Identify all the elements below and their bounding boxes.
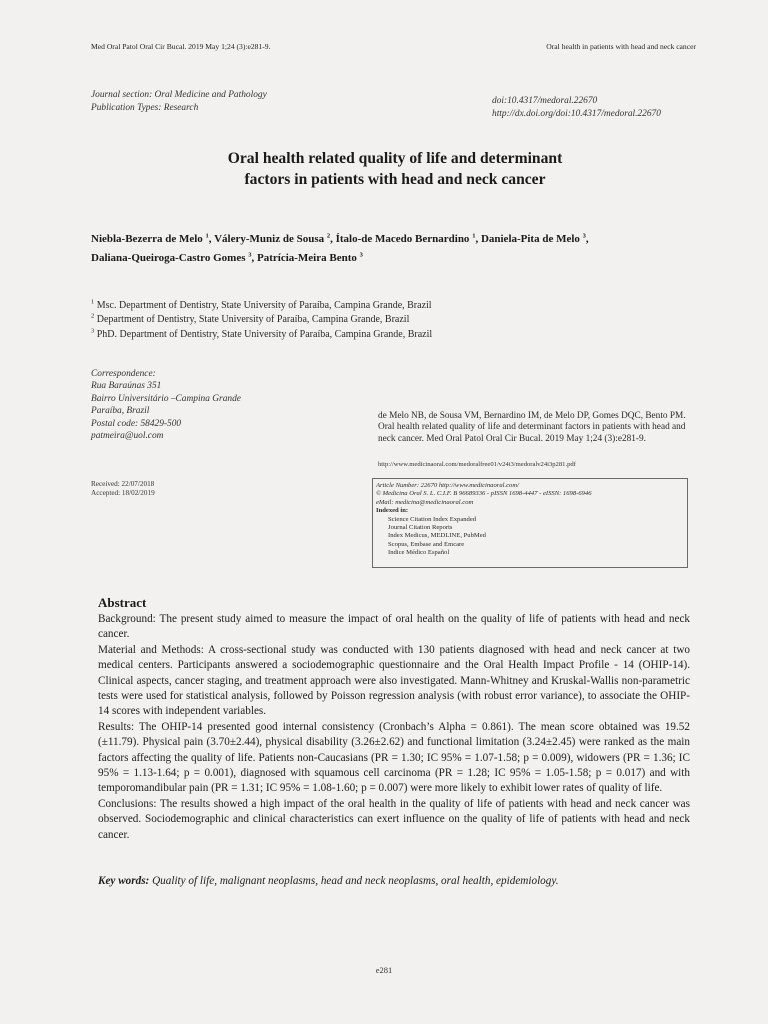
running-header-left: Med Oral Patol Oral Cir Bucal. 2019 May 1;24 (3):e281-9. xyxy=(91,42,271,51)
correspondence-line: Rua Baraúnas 351 xyxy=(91,381,162,392)
affil-text: Msc. Department of Dentistry, State University of Paraíba, Campina Grande, Brazil xyxy=(96,300,432,311)
doi: doi:10.4317/medoral.22670 xyxy=(492,96,598,106)
affiliations xyxy=(91,299,432,342)
correspondence-label: Correspondence: xyxy=(91,369,156,379)
author-affil-sup: 2 xyxy=(326,232,331,240)
author-affil-sup: 3 xyxy=(359,250,363,258)
affil-sup: 3 xyxy=(91,327,95,335)
publication-type: Publication Types: Research xyxy=(91,102,199,113)
abstract-conclusions: Conclusions: The results showed a high impact of the oral health in the quality of life of patients with head and neck cancer was observed. Sociodemographic and clinical characteristics can exert influence on the quality of life of patients with head and neck cancer. xyxy=(98,797,690,841)
paper-title xyxy=(100,148,690,190)
citation-text: de Melo NB, de Sousa VM, Bernardino IM, de Melo DP, Gomes DQC, Bento PM. Oral health related quality of life and determinant factors in patients with head and neck cancer. Med Oral Patol Oral Cir Bucal. 2019 May 1;24 (3):e281-9. xyxy=(378,411,686,444)
author-name: Patrícia-Meira Bento xyxy=(257,251,357,264)
submission-dates xyxy=(91,480,155,499)
title-line-1: Oral health related quality of life and determinant xyxy=(227,150,563,167)
correspondence-email[interactable]: patmeira@uol.com xyxy=(91,431,164,442)
index-item: Science Citation Index Expanded xyxy=(388,515,477,523)
indexed-label: Indexed in: xyxy=(376,507,409,515)
doi-block xyxy=(492,95,661,120)
abstract-results: Results: The OHIP-14 presented good internal consistency (Cronbach’s Alpha = 0.861). The mean score obtained was 19.52 (±11.79). Physical pain (3.70±2.44), physical disability (3.26±2.62) and functional limitation (3.24±2.45) were ranked as the main factors affecting the quality of life. Patients non-Caucasians (PR = 1.30; IC 95% = 1.07-1.58; p = 0.009), widowers (PR = 1.36; IC 95% = 1.13-1.64; p = 0.001), diagnosed with squamous cell carcinoma (PR = 1.28; IC 95% = 1.05-1.58; p = 0.017) and with temporomandibular pain (PR = 1.31; IC 95% = 1.08-1.60; p = 0.007) were more likely to exhibit lower rates of quality of life. xyxy=(98,720,690,795)
page-number: e281 xyxy=(375,965,393,975)
correspondence-line: Paraíba, Brazil xyxy=(91,406,150,417)
affil-text: PhD. Department of Dentistry, State University of Paraíba, Campina Grande, Brazil xyxy=(96,328,433,340)
abstract-background: Background: The present study aimed to measure the impact of oral health on the quality of life of patients with head and neck cancer. xyxy=(98,613,690,641)
accepted-date: Accepted: 18/02/2019 xyxy=(91,489,155,498)
received-date: Received: 22/07/2018 xyxy=(91,480,155,488)
correspondence-line: Bairro Universitário –Campina Grande xyxy=(91,393,241,404)
article-info-box xyxy=(372,478,688,568)
affiliation xyxy=(91,328,432,342)
author-affil-sup: 1 xyxy=(472,232,476,240)
journal-section: Journal section: Oral Medicine and Pathology xyxy=(91,90,267,100)
correspondence-line: Postal code: 58429-500 xyxy=(91,418,182,429)
affil-text: Department of Dentistry, State University of Paraíba, Campina Grande, Brazil xyxy=(96,314,410,326)
contact-email: eMail: medicina@medicinaoral.com xyxy=(376,498,474,506)
author-list xyxy=(91,230,701,267)
article-number: Article Number: 22670 http://www.medicinaoral.com/ xyxy=(376,482,519,489)
affiliation xyxy=(91,313,432,327)
affil-sup: 2 xyxy=(91,313,95,321)
abstract-heading: Abstract xyxy=(98,595,147,610)
author-name: Ítalo-de Macedo Bernardino xyxy=(335,233,470,245)
title-line-2: factors in patients with head and neck cancer xyxy=(244,171,546,188)
author-affil-sup: 1 xyxy=(205,232,209,240)
index-item: Scopus, Embase and Emcare xyxy=(388,540,465,548)
keywords-text: Quality of life, malignant neoplasms, head and neck neoplasms, oral health, epidemiology. xyxy=(152,875,559,887)
citation-url[interactable]: http://www.medicinaoral.com/medoralfree01/v24i3/medoralv24i3p281.pdf xyxy=(378,461,576,468)
correspondence xyxy=(91,368,241,442)
author-line-2: Daliana-Queiroga-Castro Gomes $^3$, Patrícia-Meira Bento $^3$ xyxy=(91,250,363,264)
author-name: Daliana-Queiroga-Castro Gomes xyxy=(91,251,246,264)
author-name: Daniela-Pita de Melo xyxy=(480,233,580,245)
keywords xyxy=(98,874,690,889)
abstract-body xyxy=(98,612,690,843)
author-affil-sup: 3 xyxy=(248,250,252,258)
copyright-line: © Medicina Oral S. L. C.I.F. B 96689336 - pISSN 1698-4447 - eISSN: 1698-6946 xyxy=(376,490,592,498)
affil-sup: 1 xyxy=(91,298,95,306)
doi-link[interactable]: http://dx.doi.org/doi:10.4317/medoral.22670 xyxy=(492,108,661,119)
abstract-methods: Material and Methods: A cross-sectional study was conducted with 130 patients diagnosed with head and neck cancer at two medical centers. Participants answered a sociodemographic questionnaire and the Oral Health Impact Profile - 14 (OHIP-14). Clinical aspects, cancer staging, and treatment approach were also investigated. Mann-Whitney and Kruskal-Wallis non-parametric tests were used for statistical analysis, followed by Poisson regression analysis (with robust error variance), to associate the OHIP-14 scores with independent variables. xyxy=(98,643,690,718)
author-affil-sup: 3 xyxy=(582,232,586,240)
affiliation xyxy=(91,299,432,313)
index-item: Journal Citation Reports xyxy=(388,524,453,532)
author-name: Válery-Muniz de Sousa xyxy=(214,233,325,245)
author-line-1: Niebla-Bezerra de Melo $^1$, Válery-Muniz de Sousa $^2$, Ítalo-de Macedo Bernardino $^1$, Daniela-Pita de Melo $^3$, xyxy=(91,232,589,245)
index-item: Indice Médico Español xyxy=(388,549,450,557)
index-item: Index Medicus, MEDLINE, PubMed xyxy=(388,532,486,540)
running-header-right: Oral health in patients with head and neck cancer xyxy=(546,42,696,51)
keywords-label: Key words: xyxy=(98,875,150,887)
journal-meta xyxy=(91,89,267,114)
author-name: Niebla-Bezerra de Melo xyxy=(91,233,203,245)
